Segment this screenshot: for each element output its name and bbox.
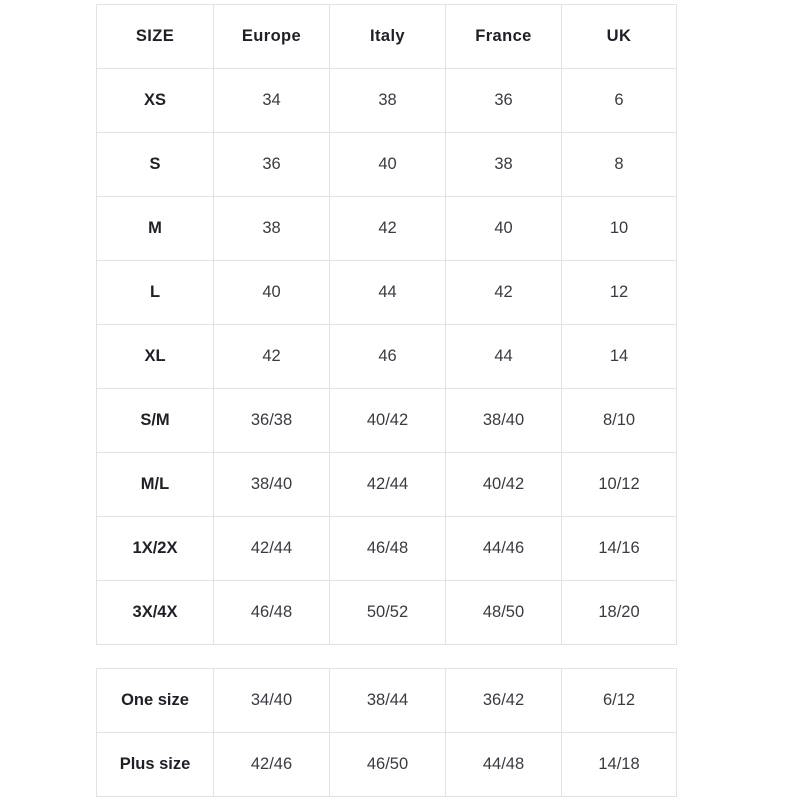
table-row [97, 581, 677, 645]
cell-france: 38 [446, 133, 562, 197]
cell-uk: 6/12 [562, 669, 677, 733]
cell-france: 36/42 [446, 669, 562, 733]
table-row [97, 389, 677, 453]
cell-europe: 40 [214, 261, 330, 325]
cell-italy: 46/50 [330, 733, 446, 797]
cell-uk: 14/18 [562, 733, 677, 797]
cell-size: Plus size [97, 733, 214, 797]
one-size-table-container [96, 668, 676, 797]
cell-italy: 38/44 [330, 669, 446, 733]
cell-uk: 10/12 [562, 453, 677, 517]
table-row [97, 261, 677, 325]
cell-size: 1X/2X [97, 517, 214, 581]
cell-uk: 6 [562, 69, 677, 133]
column-header-europe: Europe [214, 5, 330, 69]
cell-europe: 36/38 [214, 389, 330, 453]
cell-size: XL [97, 325, 214, 389]
cell-europe: 46/48 [214, 581, 330, 645]
cell-italy: 38 [330, 69, 446, 133]
cell-france: 44/48 [446, 733, 562, 797]
cell-europe: 42/44 [214, 517, 330, 581]
table-row [97, 197, 677, 261]
cell-italy: 42/44 [330, 453, 446, 517]
cell-size: S [97, 133, 214, 197]
cell-size: One size [97, 669, 214, 733]
cell-france: 36 [446, 69, 562, 133]
cell-size: XS [97, 69, 214, 133]
cell-uk: 8/10 [562, 389, 677, 453]
table-row [97, 669, 677, 733]
cell-size: 3X/4X [97, 581, 214, 645]
table-row [97, 69, 677, 133]
cell-europe: 36 [214, 133, 330, 197]
table-body [97, 669, 677, 797]
cell-france: 44 [446, 325, 562, 389]
table-row [97, 325, 677, 389]
table-row [97, 453, 677, 517]
column-header-france: France [446, 5, 562, 69]
column-header-size: SIZE [97, 5, 214, 69]
cell-uk: 18/20 [562, 581, 677, 645]
table-body [97, 69, 677, 645]
table-header [97, 5, 677, 69]
cell-europe: 42/46 [214, 733, 330, 797]
cell-france: 40 [446, 197, 562, 261]
cell-italy: 40 [330, 133, 446, 197]
table-row [97, 133, 677, 197]
cell-size: M/L [97, 453, 214, 517]
table-row [97, 733, 677, 797]
cell-france: 42 [446, 261, 562, 325]
table-header-row [97, 5, 677, 69]
one-size-table [96, 668, 677, 797]
cell-europe: 34/40 [214, 669, 330, 733]
cell-uk: 10 [562, 197, 677, 261]
cell-europe: 42 [214, 325, 330, 389]
cell-france: 44/46 [446, 517, 562, 581]
cell-italy: 40/42 [330, 389, 446, 453]
cell-europe: 38 [214, 197, 330, 261]
cell-italy: 42 [330, 197, 446, 261]
cell-europe: 34 [214, 69, 330, 133]
cell-france: 48/50 [446, 581, 562, 645]
cell-france: 40/42 [446, 453, 562, 517]
cell-europe: 38/40 [214, 453, 330, 517]
cell-uk: 12 [562, 261, 677, 325]
cell-uk: 14/16 [562, 517, 677, 581]
cell-size: M [97, 197, 214, 261]
cell-size: L [97, 261, 214, 325]
cell-italy: 46/48 [330, 517, 446, 581]
size-conversion-table-container [96, 4, 676, 645]
cell-uk: 8 [562, 133, 677, 197]
column-header-uk: UK [562, 5, 677, 69]
size-conversion-table [96, 4, 677, 645]
cell-italy: 50/52 [330, 581, 446, 645]
cell-size: S/M [97, 389, 214, 453]
table-row [97, 517, 677, 581]
cell-france: 38/40 [446, 389, 562, 453]
column-header-italy: Italy [330, 5, 446, 69]
cell-uk: 14 [562, 325, 677, 389]
cell-italy: 44 [330, 261, 446, 325]
cell-italy: 46 [330, 325, 446, 389]
